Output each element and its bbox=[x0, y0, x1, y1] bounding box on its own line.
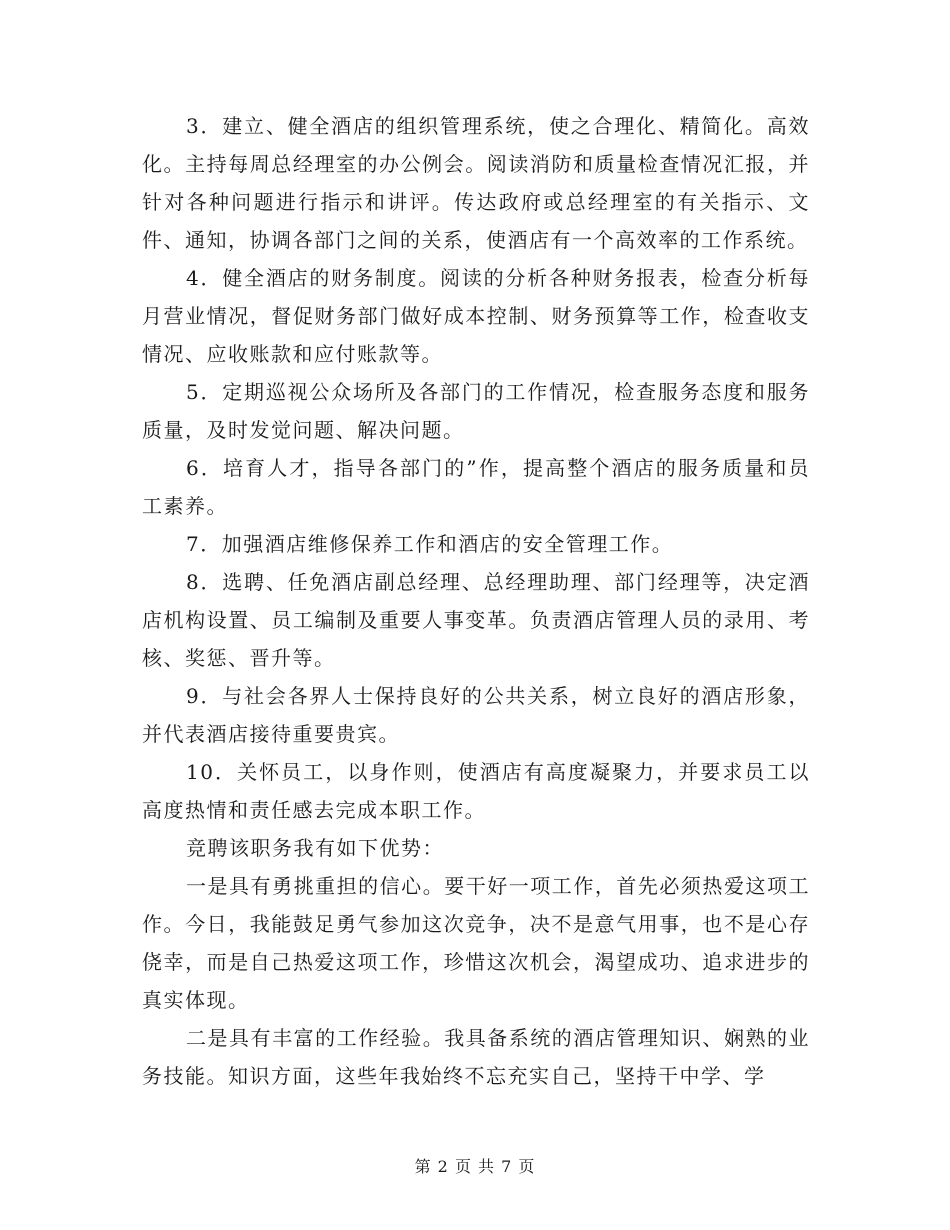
paragraph-7: 7．加强酒店维修保养工作和酒店的安全管理工作。 bbox=[186, 532, 674, 556]
paragraph-8: 8．选聘、任免酒店副总经理、总经理助理、部门经理等，决定酒店机构设置、员工编制及重要人事变革。负责酒店管理人员的录用、考核、奖惩、晋升等。 bbox=[142, 570, 810, 670]
advantage-one: 一是具有勇挑重担的信心。要干好一项工作，首先必须热爱这项工作。今日，我能鼓足勇气参加这次竞争，决不是意气用事，也不是心存侥幸，而是自己热爱这项工作，珍惜这次机会，渴望成功、追求进步的真实体现。 bbox=[142, 874, 810, 1012]
advantages-intro: 竞聘该职务我有如下优势： bbox=[186, 836, 444, 860]
page-number: 第 2 页 共 7 页 bbox=[414, 1157, 536, 1176]
paragraph-3: 3．建立、健全酒店的组织管理系统，使之合理化、精简化。高效化。主持每周总经理室的办公例会。阅读消防和质量检查情况汇报，并针对各种问题进行指示和讲评。传达政府或总经理室的有关指示、文件、通知，协调各部门之间的关系，使酒店有一个高效率的工作系统。 bbox=[142, 114, 810, 252]
paragraph-10: 10．关怀员工，以身作则，使酒店有高度凝聚力，并要求员工以高度热情和责任感去完成本职工作。 bbox=[142, 760, 810, 822]
paragraph-5: 5．定期巡视公众场所及各部门的工作情况，检查服务态度和服务质量，及时发觉问题、解决问题。 bbox=[142, 380, 810, 442]
paragraph-6: 6．培育人才，指导各部门的”作，提高整个酒店的服务质量和员工素养。 bbox=[142, 456, 810, 518]
document-body bbox=[142, 107, 810, 1095]
advantage-two: 二是具有丰富的工作经验。我具备系统的酒店管理知识、娴熟的业务技能。知识方面，这些年我始终不忘充实自己，坚持干中学、学 bbox=[142, 1026, 810, 1088]
paragraph-4: 4．健全酒店的财务制度。阅读的分析各种财务报表，检查分析每月营业情况，督促财务部门做好成本控制、财务预算等工作，检查收支情况、应收账款和应付账款等。 bbox=[142, 266, 810, 366]
paragraph-9: 9．与社会各界人士保持良好的公共关系，树立良好的酒店形象，并代表酒店接待重要贵宾。 bbox=[142, 684, 810, 746]
